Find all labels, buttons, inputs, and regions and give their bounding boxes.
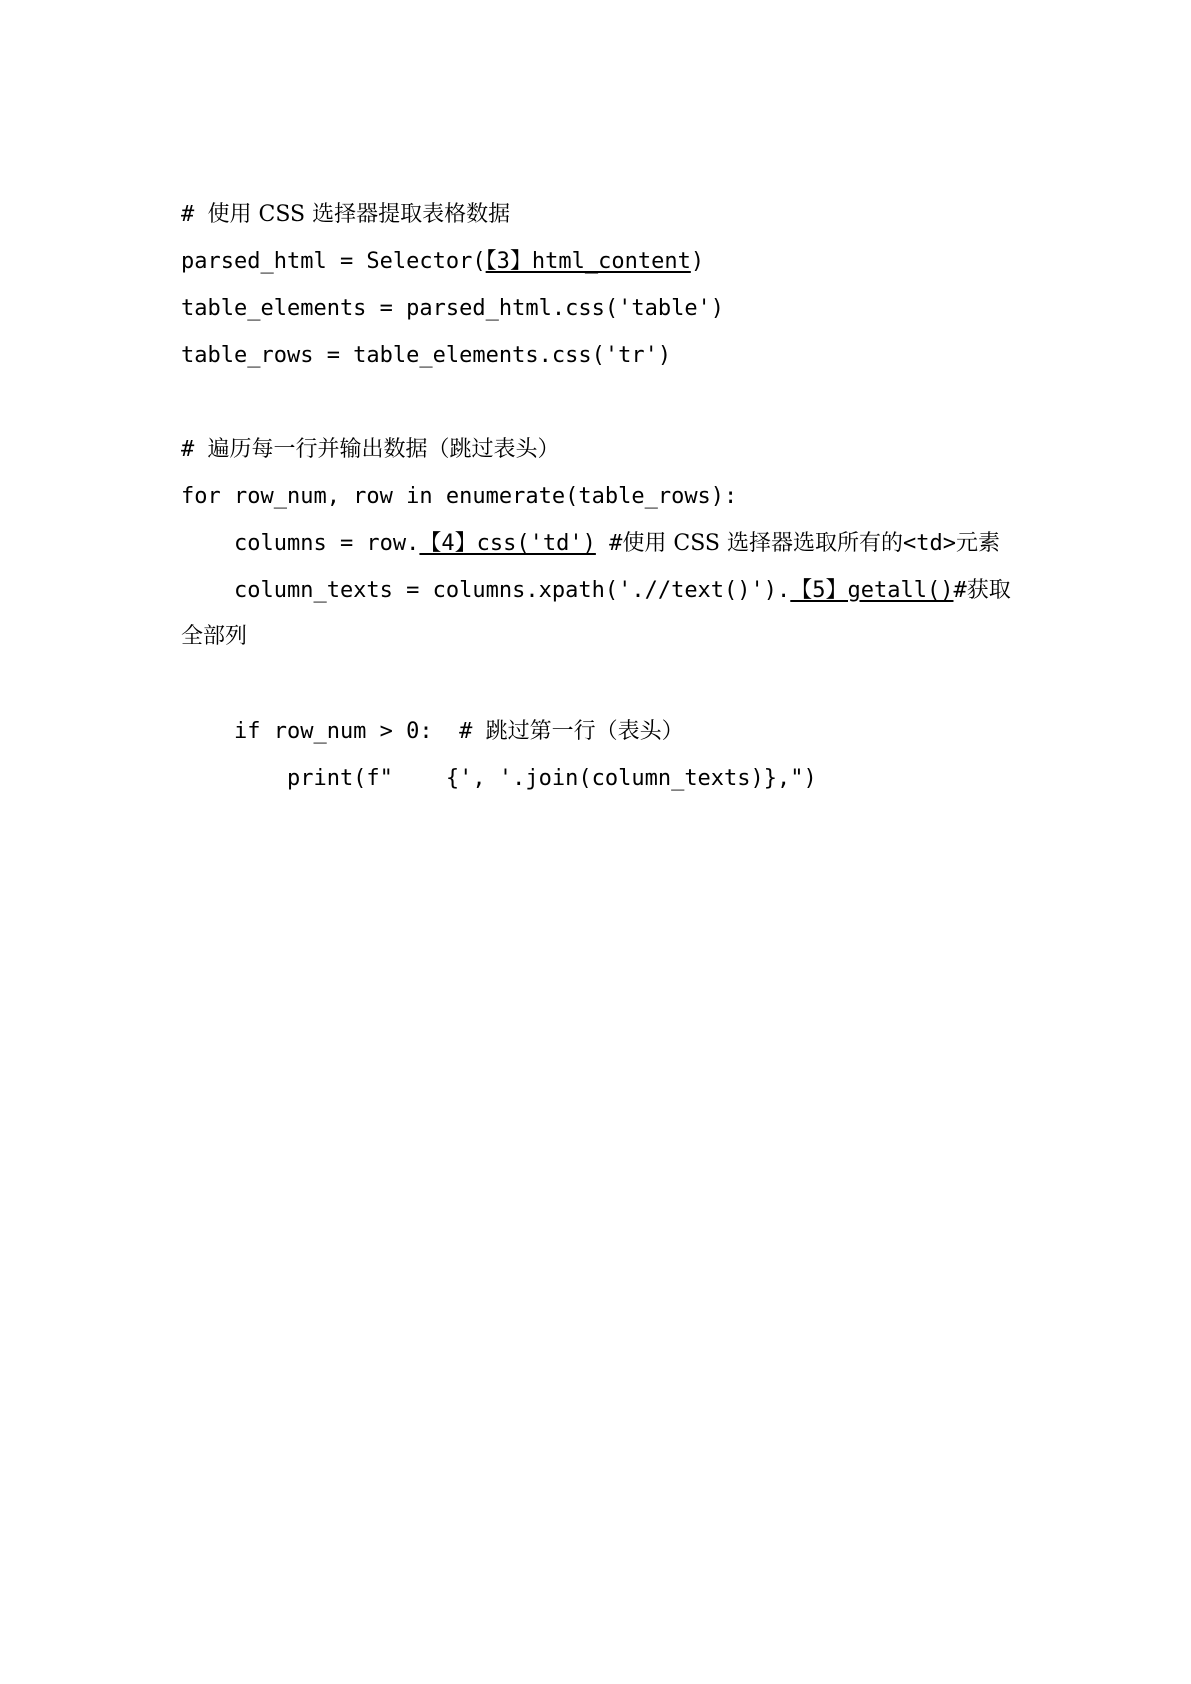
comment-text: 全部列: [181, 624, 248, 649]
comment-hash: #: [181, 437, 208, 462]
comment-continuation: [181, 622, 247, 652]
code-text: #: [595, 531, 623, 556]
comment-text: 跳过第一行（表头）: [485, 719, 684, 744]
comment-text: 使用 CSS 选择器提取表格数据: [207, 202, 511, 227]
code-text: column_texts = columns.xpath('.//text()').: [181, 578, 791, 603]
code-text: table_elements = parsed_html.css('table'): [181, 296, 725, 321]
code-line-table-rows: [181, 341, 671, 371]
code-text: table_rows = table_elements.css('tr'): [181, 343, 672, 368]
comment-hash: #: [181, 202, 208, 227]
code-text: <td>: [902, 531, 956, 556]
answer-blank-4: 【4】css('td'): [419, 531, 596, 556]
code-text: parsed_html = Selector(: [181, 249, 486, 274]
comment-text: 获取: [966, 578, 1011, 603]
code-line-column-texts: [181, 576, 1011, 606]
comment-text: 使用 CSS 选择器选取所有的: [622, 531, 903, 556]
code-text: ): [690, 249, 705, 274]
comment-iterate-rows: [181, 435, 560, 465]
code-text: #: [953, 578, 967, 603]
comment-text: 遍历每一行并输出数据（跳过表头）: [207, 437, 560, 462]
comment-extract-table: [181, 200, 510, 230]
answer-blank-3: 【3】html_content: [485, 249, 691, 274]
comment-text: 元素: [955, 531, 1000, 556]
code-text: columns = row.: [181, 531, 420, 556]
code-text: for row_num, row in enumerate(table_rows):: [181, 484, 738, 509]
answer-blank-5: 【5】getall(): [790, 578, 954, 603]
code-line-for-loop: [181, 482, 737, 512]
code-text: if row_num > 0: #: [181, 719, 486, 744]
code-line-table-elements: [181, 294, 724, 324]
code-text: print(f" {', '.join(column_texts)},"): [181, 766, 817, 791]
code-line-if-row-num: [181, 717, 684, 747]
code-line-selector: [181, 247, 704, 277]
code-line-columns: [181, 529, 1000, 559]
code-line-print: [181, 764, 817, 794]
